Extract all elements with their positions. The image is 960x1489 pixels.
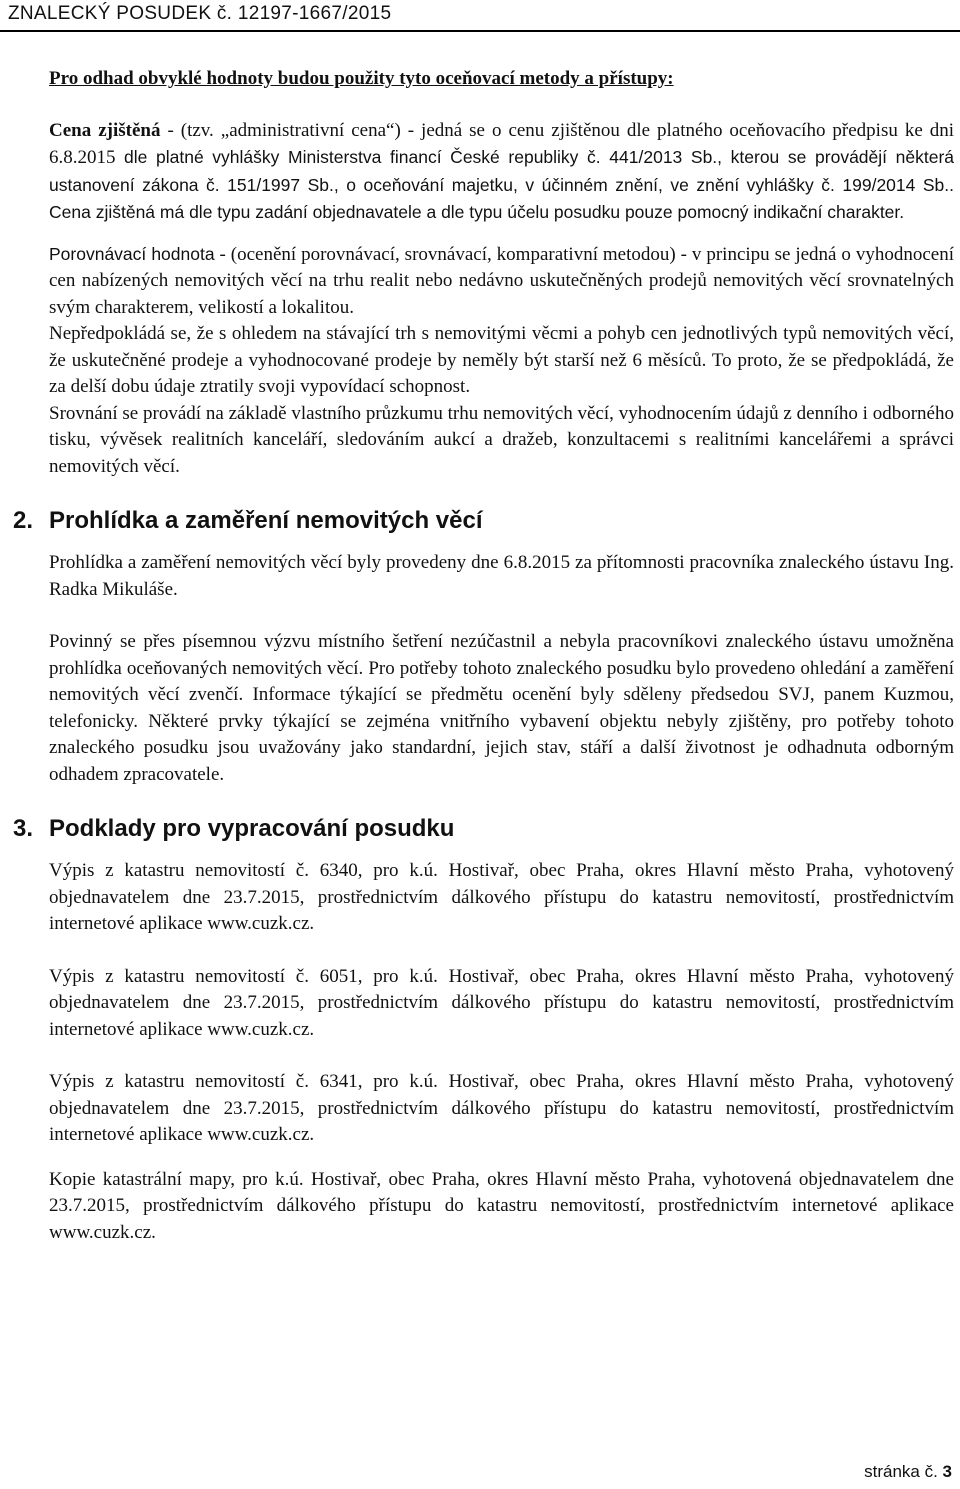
section-3-number: 3. [13, 815, 34, 842]
porovnavaci-label: Porovnávací hodnota [49, 243, 215, 264]
source-item: Výpis z katastru nemovitostí č. 6051, pro k.ú. Hostivař, obec Praha, okres Hlavní město Praha, vyhotovený objednavatelem dne 23.7.2015, prostřednictvím dálkového přístupu do katastru nemovitostí, prostřednictvím internetové aplikace www.cuzk.cz. [49, 965, 954, 1040]
section-2-number: 2. [13, 507, 34, 534]
porovnavaci-text: - (ocenění porovnávací, srovnávací, komparativní metodou) - v principu se jedná o vyhodnocení cen nabízených nemovitých věcí na trhu realit nebo nedávno uskutečněných prodejů nemovitých věcí srovnatelných svým charakterem, velikostí a lokalitou. [49, 243, 954, 318]
section-2-paragraph-2: Povinný se přes písemnou výzvu místního šetření nezúčastnil a nebyla pracovníkovi znaleckého ústavu umožněna prohlídka oceňovaných nemovitých věcí. Pro potřeby tohoto znaleckého posudku bylo provedeno ohledání a zaměření nemovitých věcí zvenčí. Informace týkající se předmětu ocenění byly sděleny předsedou SVJ, panem Kuzmou, telefonicky. Některé prvky týkající se zejména vnitřního vybavení objektu nebyly zjištěny, pro potřeby tohoto znaleckého posudku jsou uvažovány jako standardní, jejich stav, stáří a další životnost je odhadnuta odborným odhadem zpracovatele. [49, 631, 954, 785]
source-item: Kopie katastrální mapy, pro k.ú. Hostivař, obec Praha, okres Hlavní město Praha, vyhotovená objednavatelem dne 23.7.2015, prostřednictvím dálkového přístupu do katastru nemovitostí, prostřednictvím internetové aplikace www.cuzk.cz. [49, 1168, 954, 1243]
cena-zjistena-text-a: - (tzv. „administrativní cena“) - jedná se o cenu zjištěnou dle platného oceňovacího předpisu ke dni 6.8.2015 [49, 119, 955, 168]
page-header [0, 0, 960, 32]
cena-zjistena-text-b: dle platné vyhlášky Ministerstva financí České republiky č. 441/2013 Sb., kterou se provádějí některá ustanovení zákona č. 151/1997 Sb., o oceňování majetku, v účinném znění, ve znění vyhlášky č. 199/2014 Sb.. Cena zjištěná má dle typu zadání objednavatele a dle typu účelu posudku pouze pomocný indikační charakter. [49, 147, 955, 222]
document-body [13, 66, 955, 1246]
section-2-heading [13, 506, 954, 536]
footer-label: stránka č. [864, 1462, 943, 1481]
page-footer [864, 1462, 952, 1482]
cena-zjistena-paragraph [49, 118, 954, 227]
page-number: 3 [942, 1462, 952, 1481]
cena-zjistena-label: Cena zjištěná [49, 119, 161, 141]
section-2-title: Prohlídka a zaměření nemovitých věcí [49, 507, 483, 534]
porovnavaci-paragraph-2: Nepředpokládá se, že s ohledem na stávající trh s nemovitými věcmi a pohyb cen jednotlivých typů nemovitých věcí, že uskutečněné prodeje a vyhodnocované prodeje by neměly být starší než 6 měsíců. To proto, že se předpokládá, že za delší dobu údaje ztratily svoji vypovídací schopnost. [49, 323, 954, 397]
source-item: Výpis z katastru nemovitostí č. 6341, pro k.ú. Hostivař, obec Praha, okres Hlavní město Praha, vyhotovený objednavatelem dne 23.7.2015, prostřednictvím dálkového přístupu do katastru nemovitostí, prostřednictvím internetové aplikace www.cuzk.cz. [49, 1071, 954, 1145]
header-title: ZNALECKÝ POSUDEK č. 12197-1667/2015 [8, 3, 392, 24]
section-3-heading [13, 814, 954, 844]
source-item: Výpis z katastru nemovitostí č. 6340, pro k.ú. Hostivař, obec Praha, okres Hlavní město Praha, vyhotovený objednavatelem dne 23.7.2015, prostřednictvím dálkového přístupu do katastru nemovitostí, prostřednictvím internetové aplikace www.cuzk.cz. [49, 860, 954, 934]
porovnavaci-paragraph [49, 241, 954, 322]
section-3-title: Podklady pro vypracování posudku [49, 815, 455, 842]
methods-heading: Pro odhad obvyklé hodnoty budou použity tyto oceňovací metody a přístupy: [49, 68, 674, 89]
porovnavaci-paragraph-3: Srovnání se provádí na základě vlastního průzkumu trhu nemovitých věcí, vyhodnocením údajů z denního i odborného tisku, vývěsek realitních kanceláří, sledováním aukcí a dražeb, konzultacemi s realitními kancelářemi a správci nemovitých věcí. [49, 402, 954, 477]
section-2-paragraph-1: Prohlídka a zaměření nemovitých věcí byly provedeny dne 6.8.2015 za přítomnosti pracovníka znaleckého ústavu Ing. Radka Mikuláše. [49, 552, 954, 600]
